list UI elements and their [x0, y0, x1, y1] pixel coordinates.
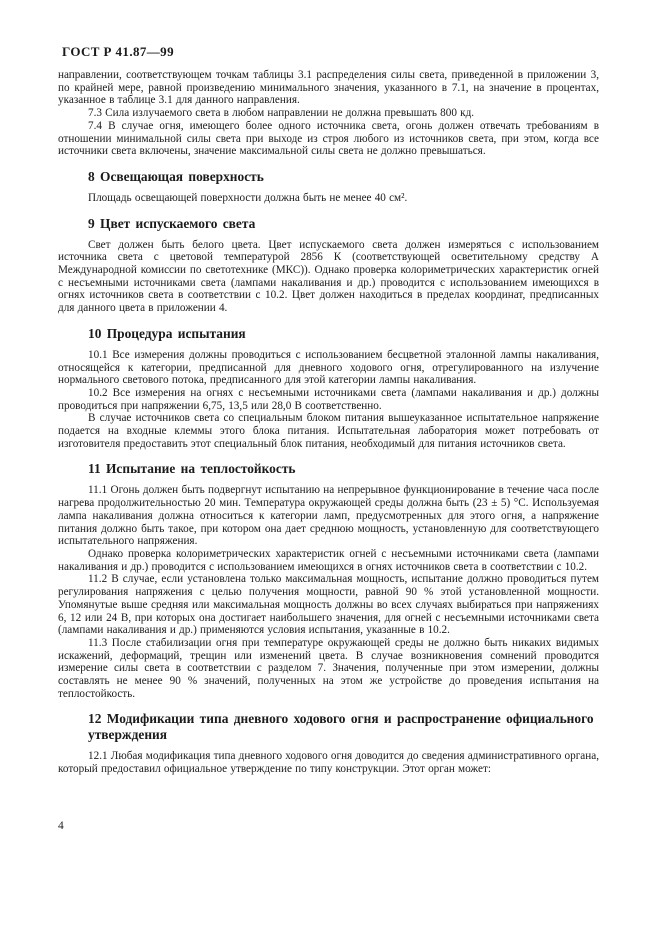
paragraph-section-8: Площадь освещающей поверхности должна быть не менее 40 см².: [88, 191, 408, 204]
paragraph-11-2: 11.2 В случае, если установлена только максимальная мощность, испытание должно проводиться путем регулирования напряжения с целью получения мощности, равной 90 % этой установленной мощности. Упомянутые выше средняя или максимальная мощность должны во всех случаях выбираться при напряжениях 6, 12 или 24 В, при которых она достигает наибольшего значения, для огней с несъемными источниками света (лампами накаливания и др.) применяются условия испытания, указанные в 10.2.: [58, 573, 599, 637]
paragraph-10-1: 10.1 Все измерения должны проводиться с использованием бесцветной эталонной лампы накаливания, относящейся к категории, предписанной для дневного ходового огня, отрегулированного на излучение нормального светового потока, предписанного для этой категории лампы накаливания.: [58, 348, 599, 387]
document-standard-number: ГОСТ Р 41.87—99: [62, 44, 174, 59]
page-number: 4: [58, 820, 64, 832]
heading-section-8: 8 Освещающая поверхность: [88, 168, 264, 184]
paragraph-11-3: 11.3 После стабилизации огня при температуре окружающей среды не должно быть никаких видимых искажений, деформаций, трещин или изменений цвета. В случае возникновения сомнений проводится измерение силы света в соответствии с разделом 7. Значения, полученные при этом измерении, должны составлять не менее 90 % значений, полученных на этом же устройстве до проведения испытания на теплостойкость.: [58, 636, 599, 700]
paragraph-7-4: 7.4 В случае огня, имеющего более одного источника света, огонь должен отвечать требованиям в отношении минимальной силы света при выходе из строя любого из источников света, при этом, когда все источники света включены, значение максимальной силы света не должно превышаться.: [58, 119, 599, 158]
paragraph-11-1: 11.1 Огонь должен быть подвергнут испытанию на непрерывное функционирование в течение часа после нагрева продолжительностью 20 мин. Температура окружающей среды должна быть (23 ± 5) °С. Используемая лампа накаливания должна относиться к категории ламп, предусмотренных для этого огня, а напряжение питания должно быть такое, при котором она дает среднюю мощность, установленную для соответствующего испытательного напряжения.: [58, 484, 599, 548]
heading-section-9: 9 Цвет испускаемого света: [88, 215, 256, 231]
heading-section-11: 11 Испытание на теплостойкость: [88, 461, 296, 477]
heading-section-12: 12 Модификации типа дневного ходового огня и распространение официального утверждения: [88, 711, 594, 743]
paragraph-7-3: 7.3 Сила излучаемого света в любом направлении не должна превышать 800 кд.: [88, 107, 475, 120]
heading-section-10: 10 Процедура испытания: [88, 325, 246, 341]
paragraph-section-9: Свет должен быть белого цвета. Цвет испускаемого света должен измеряться с использованием источника света с цветовой температурой 2856 К (соответствующей осветительному средству А Международной комиссии по светотехнике (МКС)). Однако проверка колориметрических характеристик огней с несъемными источниками света (лампами накаливания и др.) проводится с использованием имеющихся в огнях источников света в соответствии с 10.2. Цвет должен находиться в пределах координат, предписанных для данного цвета в приложении 4.: [58, 238, 599, 315]
paragraph-10-2-note: В случае источников света со специальным блоком питания вышеуказанное испытательное напряжение подается на входные клеммы этого блока питания. Испытательная лаборатория может потребовать от изготовителя предоставить этот специальный блок питания, необходимый для питания источников света.: [58, 412, 599, 450]
paragraph-12-1: 12.1 Любая модификация типа дневного ходового огня доводится до сведения административного органа, который предоставил официальное утверждение по типу конструкции. Этот орган может:: [58, 750, 599, 776]
paragraph-continuation: направлении, соответствующем точкам таблицы 3.1 распределения силы света, приведенной в приложении 3, по крайней мере, равной произведению минимального значения, указанного в 7.1, на значение в процентах, указанное в таблице 3.1 для данного направления.: [58, 69, 599, 107]
paragraph-10-2: 10.2 Все измерения на огнях с несъемными источниками света (лампами накаливания и др.) должны проводиться при напряжении 6,75, 13,5 или 28,0 В соответственно.: [58, 386, 599, 412]
document-content: [58, 69, 599, 776]
paragraph-11-1-note: Однако проверка колориметрических характеристик огней с несъемными источниками света (лампами накаливания и др.) проводится с использованием имеющихся в огнях источников света в соответствии с 10.2.: [58, 547, 599, 573]
